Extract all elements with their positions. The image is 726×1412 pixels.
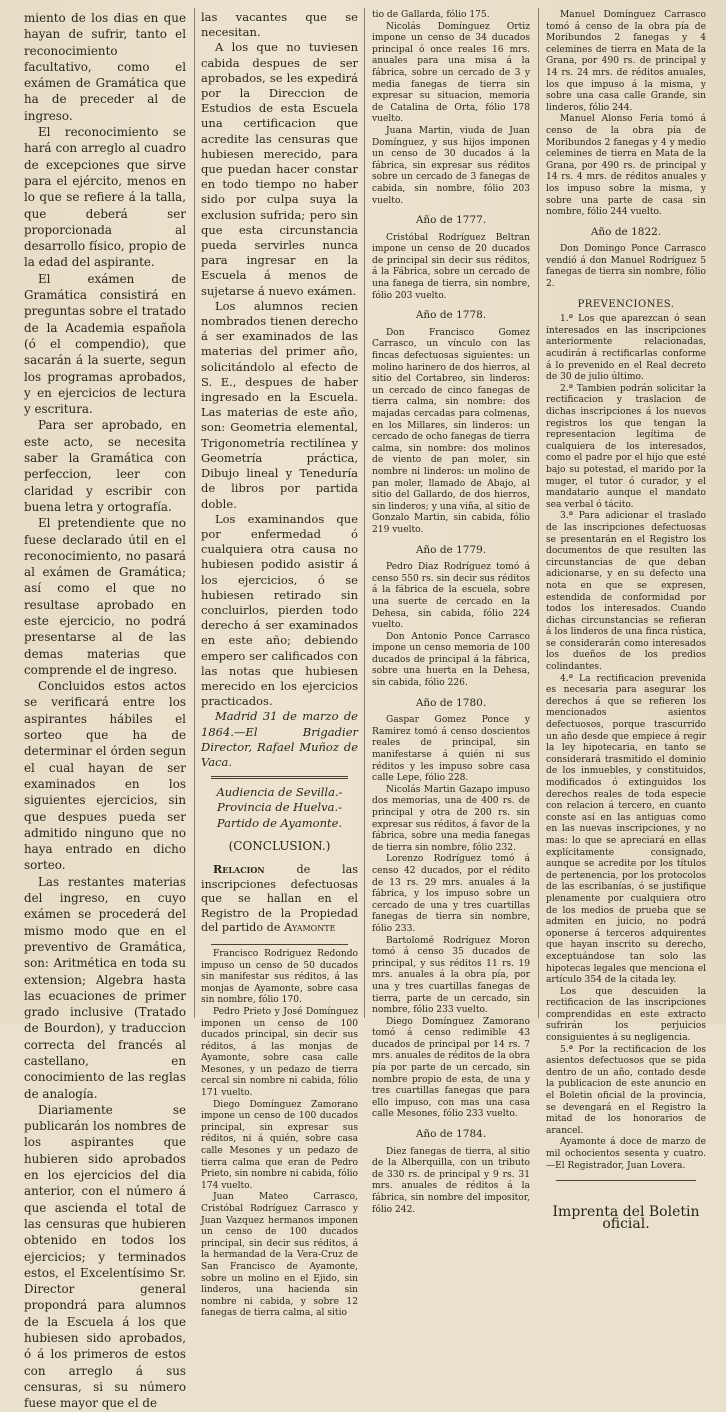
conclusion-label: (CONCLUSION.) (228, 838, 331, 853)
year-heading: Año de 1822. (590, 225, 662, 238)
registry-entry: Gaspar Gomez Ponce y Ramirez tomó á censo doscientos reales de principal, sin manifestarse á quién ni sus réditos y les impuso sobre casa calle Lepe, fólio 228. (372, 715, 530, 784)
column-rule (538, 8, 539, 1018)
prevencion-item: 1.ª Los que aparezcan ó sean interesados en las inscripciones anteriormente relacionadas, acudirán á rectificarlas conforme á lo prevenido en el Real decreto de 30 de julio último. (546, 314, 706, 383)
decree-signature: Madrid 31 de marzo de 1864.—El Brigadier Director, Rafael Muñoz de Vaca. (201, 709, 358, 769)
paragraph: Las restantes materias del ingreso, en cuyo exámen se procederá del mismo modo que en el preventivo de Gramática, son: Aritmética en toda su extension; Algebra hasta las ecuaciones de primer grado inclusive (Tratado de Bourdon), y traduccion correcta del francés al castellano, en conocimiento de las reglas de analogía. (24, 874, 186, 1101)
paragraph: Para ser aprobado, en este acto, se necesita saber la Gramática con perfeccion, leer con claridad y escribir con buena letra y ortografía. (24, 418, 186, 514)
prevencion-item: 2.ª Tambien podrán solicitar la rectificacion y traslacion de dichas inscripciones á los nuevos registros los que tengan la representacion legítima de cualquiera de los interesados, como el padre por el hijo que esté bajo su potestad, el marido por la muger, el tutor ó curador, y el mandatario aunque el mandato sea verbal ó tácito. (546, 383, 706, 510)
registry-entry: tio de Gallarda, fólio 175. (372, 10, 490, 20)
registry-entry: Juan Mateo Carrasco, Cristóbal Rodríguez Carrasco y Juan Vazquez hermanos imponen un censo de 100 ducados principal, sin decir sus réditos, á la hermandad de la Vera-Cruz de San Francisco de Ayamonte, sobre un molino en el Ejido, sin linderos, una hacienda sin nombre ni cabida, y sobre 12 fanegas de tierra calma, al sitio (201, 1192, 358, 1319)
registry-entry: Diez fanegas de tierra, al sitio de la Alberquilla, con un tributo de 330 rs. de principal y 9 rs. 31 mrs. anuales de réditos á la fábrica, sin nombre del impositor, fólio 242. (372, 1146, 530, 1215)
registry-entry: Francisco Rodriguez Redondo impuso un censo de 50 ducados sin manifestar sus réditos, á las monjas de Ayamonte, sobre casa sin nombre, fólio 170. (201, 948, 358, 1006)
year-heading: Año de 1779. (415, 543, 487, 556)
section-heading: Audiencia de Sevilla.-Provincia de Huelva.-Partido de Ayamonte. (216, 785, 343, 830)
paragraph: Los alumnos recien nombrados tienen derecho á ser examinados de las materias del primer año, solicitándolo al efecto de S. E., despues de haber ingresado en la Escuela. Las materias de este año, son: Geometria elemental, Trigonometría rectilínea y Geometría práctica, Dibujo lineal y Teneduría de libros por partida doble. (201, 298, 358, 511)
registry-entry: Don Antonio Ponce Carrasco impone un censo memoria de 100 ducados de principal á la fábrica, sobre una huerta en la Dehesa, sin cabida, fólio 226. (372, 631, 530, 689)
relation-title-place: Ayamonte (283, 921, 336, 935)
paragraph: Concluidos estos actos se verificará entre los aspirantes hábiles el sorteo que ha de determinar el órden segun el cual hayan de ser examinados en los siguientes ejercicios, sin que despues pueda ser admitido ninguno que no haya entrado en dicho sorteo. (24, 679, 186, 873)
paragraph: A los que no tuviesen cabida despues de ser aprobados, se les expedirá por la Direccion de Estudios de esta Escuela una certificacion que acredite las censuras que hubiesen merecido, para que puedan hacer constar en todo tiempo no haber sido por culpa suya la exclusion sufrida; pero sin que esta circunstancia pueda servirles nunca para ingresar en la Escuela á menos de sujetarse á nuevo exámen. (201, 40, 358, 298)
registry-entry: Lorenzo Rodríguez tomó á censo 42 ducados, por el rédito de 13 rs. 29 mrs. anuales á la fábrica, y los impuso sobre un cercado de una y tres cuartillas fanegas de tierra sin nombre, fólio 233. (372, 854, 530, 934)
prevencion-item: 5.ª Por la rectificacion de los asientos defectuosos que se pida dentro de un año, contado desde la publicacion de este anuncio en el Boletin oficial de la provincia, se devengará en el Registro la mitad de los honorarios de arancel. (546, 1044, 706, 1136)
registry-entry: Don Domingo Ponce Carrasco vendió á don Manuel Rodríguez 5 fanegas de tierra sin nombre, fólio 2. (546, 244, 706, 290)
relation-title-text: de las inscripciones defectuosas que se hallan en el Registro de la Propiedad del partido de (201, 862, 359, 935)
paragraph: El pretendiente que no fuese declarado útil en el reconocimiento, no pasará al exámen de Gramática; así como el que no resultase aprobado en este ejercicio, no podrá presentarse al de las demas materias que comprende el de ingreso. (24, 516, 186, 677)
paragraph: Los examinandos que por enfermedad ó cualquiera otra causa no hubiesen podido asistir á los ejercicios, ó se hubiesen retirado sin concluirlos, pierden todo derecho á ser examinados en este año; debiendo empero ser calificados con las notas que hubiesen merecido en los ejercicios practicados. (201, 511, 358, 709)
prevenciones-heading: PREVENCIONES. (577, 298, 675, 310)
column-1 (24, 10, 186, 1411)
registry-entry: Manuel Alonso Feria tomó á censo de la obra pía de Moribundos 2 fanegas y 4 y medio celemines de tierra en Mata de la Grana, por 490 rs. de principal y 14 rs. 4 mrs. de réditos anuales y los impuso sobre la misma, y sobre una parte de casa sin nombre, fólio 244 vuelto. (546, 114, 706, 218)
printer-imprint: Imprenta del Boletin oficial. (552, 1204, 700, 1232)
registry-entry: Nicolás Domínguez Ortiz impone un censo de 34 ducados principal ó once reales 16 mrs. anuales para una misa á la fábrica, sobre un cercado de 3 y media fanegas de tierra sin expresar su situacion, memoria de Catalina de Orta, fólio 178 vuelto. (372, 21, 530, 125)
short-divider (211, 944, 348, 945)
prevencion-item: Los que descuiden la rectificacion de las inscripciones comprendidas en este extracto sufrirán los perjuicios consiguientes á su negligencia. (546, 986, 706, 1044)
registry-entry: Manuel Domínguez Carrasco tomó á censo de la obra pía de Moribundos 2 fanegas y 4 celemines de tierra en Mata de la Grana, por 490 rs. de principal y 14 rs. 24 mrs. de réditos anuales, los que impuso á la misma, y sobre una casa calle Grande, sin linderos, fólio 244. (546, 10, 706, 113)
column-4 (546, 10, 706, 1232)
column-3 (372, 10, 530, 1215)
paragraph: las vacantes que se necesitan. (201, 10, 358, 40)
registry-entry: Pedro Diaz Rodríguez tomó á censo 550 rs. sin decir sus réditos á la fábrica de la escuela, sobre una suerte de cercado en la Dehesa, sin cabida, fólio 224 vuelto. (372, 562, 530, 631)
paragraph: El exámen de Gramática consistirá en preguntas sobre el tratado de la Academia española (ó el compendio), que sacarán á la suerte, segun los programas aprobados, y en ejercicios de lectura y escritura. (24, 271, 186, 417)
registry-entry: Juana Martin, viuda de Juan Domínguez, y sus hijos imponen un censo de 30 ducados á la fábrica, sin expresar sus réditos sobre un cercado de 3 fanegas de cabida, sin nombre, fólio 203 vuelto. (372, 125, 530, 206)
prevencion-item: 4.ª La rectificacion prevenida es necesaria para asegurar los derechos á que se refieren los mencionados asientos defectuosos, porque trascurrido un año desde que empiece á regir la ley hipotecaria, en tanto se considerará trasmitido el dominio de los inmuebles, y constituidos, modificados ó extinguidos los derechos reales de toda especie con relacion á tercero, en cuanto conste así en las antiguas como en las nuevas inscripciones, y no mas: lo que se apreciará en ellas explícitamente consignado, aunque se acredite por los títulos de pertenencia, por los protocolos de las escribanías, ó se justifique plenamente por cualquiera otro de los medios de prueba que se admiten en juicio, no podrá oponerse á terceros adquirentes que hayan inscrito su derecho, exceptuándose tan solo las hipotecas legales que menciona el artículo 354 de la citada ley. (546, 673, 706, 986)
paragraph: miento de los dias en que hayan de sufrir, tanto el reconocimiento facultativo, como el exámen de Gramática que ha de preceder al de ingreso. (24, 11, 186, 123)
registry-entry: Bartolomé Rodríguez Moron tomó á censo 35 ducados de principal, y sus réditos 11 rs. 19 mrs. anuales á la obra pía, por una y tres cuartillas fanegas de tierra, parte de un cercado, sin nombre, fólio 233 vuelto. (372, 935, 530, 1016)
section-divider (211, 776, 348, 779)
relation-title (201, 862, 358, 936)
registry-entry: Diego Domínguez Zamorano impone un censo de 100 ducados principal, sin expresar sus réditos, ni á quién, sobre casa calle Mesones y un pedazo de tierra calma que eran de Pedro Prieto, sin nombre ni cabida, fólio 174 vuelto. (201, 1099, 358, 1191)
column-rule (194, 8, 195, 1018)
column-2 (201, 10, 359, 1319)
short-divider (556, 1180, 696, 1181)
registry-entry: Cristóbal Rodríguez Beltran impone un censo de 20 ducados de principal sin decir sus réditos, á la Fábrica, sobre un cercado de una fanega de tierra, sin nombre, fólio 203 vuelto. (372, 232, 530, 301)
year-heading: Año de 1784. (415, 1128, 487, 1141)
column-rule (364, 8, 365, 1018)
paragraph: Diariamente se publicarán los nombres de los aspirantes que hubieren sido aprobados en los ejercicios del dia anterior, con el número á que ascienda el total de las censuras que hubieren obtenido en todos los ejercicios; y terminados estos, el Excelentísimo Sr. Director general propondrá para alumnos de la Escuela á los que hubiesen sido aprobados, ó á los primeros de estos con arreglo á sus censuras, si su número fuese mayor que el de (24, 1102, 186, 1411)
registrar-signature: Ayamonte á doce de marzo de mil ochocientos sesenta y cuatro.—El Registrador, Juan Lovera. (546, 1137, 706, 1171)
year-heading: Año de 1777. (415, 214, 487, 227)
registry-entry: Nicolás Martin Gazapo impuso dos memorias, una de 400 rs. de principal y otra de 200 rs. sin expresar sus réditos, á favor de la fábrica, sobre una media fanegas de tierra sin nombre, fólio 232. (372, 784, 530, 853)
relation-title-lead: Relacion (213, 861, 265, 876)
year-heading: Año de 1780. (415, 696, 487, 709)
registry-entry: Don Francisco Gomez Carrasco, un vínculo con las fincas defectuosas siguientes: un molino harinero de dos hierros, al sitio del Cortabreo, sin linderos: un cercado de cinco fanegas de tierra calma, sin nombre: dos majadas cercadas para colmenas, en los Millares, sin linderos: un cercado de ocho fanegas de tierra calma, sin nombre: dos molinos de viento de pan moler, sin nombre ni linderos: un molino de pan moler, llamado de Abajo, al sitio del Gallardo, de dos hierros, sin linderos; y una viña, al sitio de Gonzalo Martin, sin cabida, fólio 219 vuelto. (372, 327, 530, 535)
registry-entry: Pedro Prieto y José Domínguez imponen un censo de 100 ducados principal, sin decir sus réditos, á las monjas de Ayamonte, sobre casa calle Mesones, y un pedazo de tierra cercal sin nombre ni cabida, fólio 171 vuelto. (201, 1006, 358, 1099)
paragraph: El reconocimiento se hará con arreglo al cuadro de excepciones que sirve para el ejército, menos en lo que se refiere á la talla, que deberá ser proporcionada al desarrollo físico, propio de la edad del aspirante. (24, 125, 186, 270)
registry-entry: Diego Domínguez Zamorano tomó á censo redimible 43 ducados de principal por 14 rs. 7 mrs. anuales de réditos de la obra pía por parte de un cercado, sin nombre propio de esta, de una y tres cuartillas fanegas que para ello impuso, con mas una casa calle Mesones, fólio 233 vuelto. (372, 1016, 530, 1120)
prevencion-item: 3.ª Para adicionar el traslado de las inscripciones defectuosas se presentarán en el Registro los documentos de que resulten las circunstancias de que deban adicionarse, y en su defecto una nota en que se expresen, estendida de conformidad por todos los interesados. Cuando dichas circunstancias se refieran á los linderos de una finca rústica, se considerarán como interesados los dueños de los predios colindantes. (546, 511, 706, 673)
year-heading: Año de 1778. (415, 309, 487, 322)
